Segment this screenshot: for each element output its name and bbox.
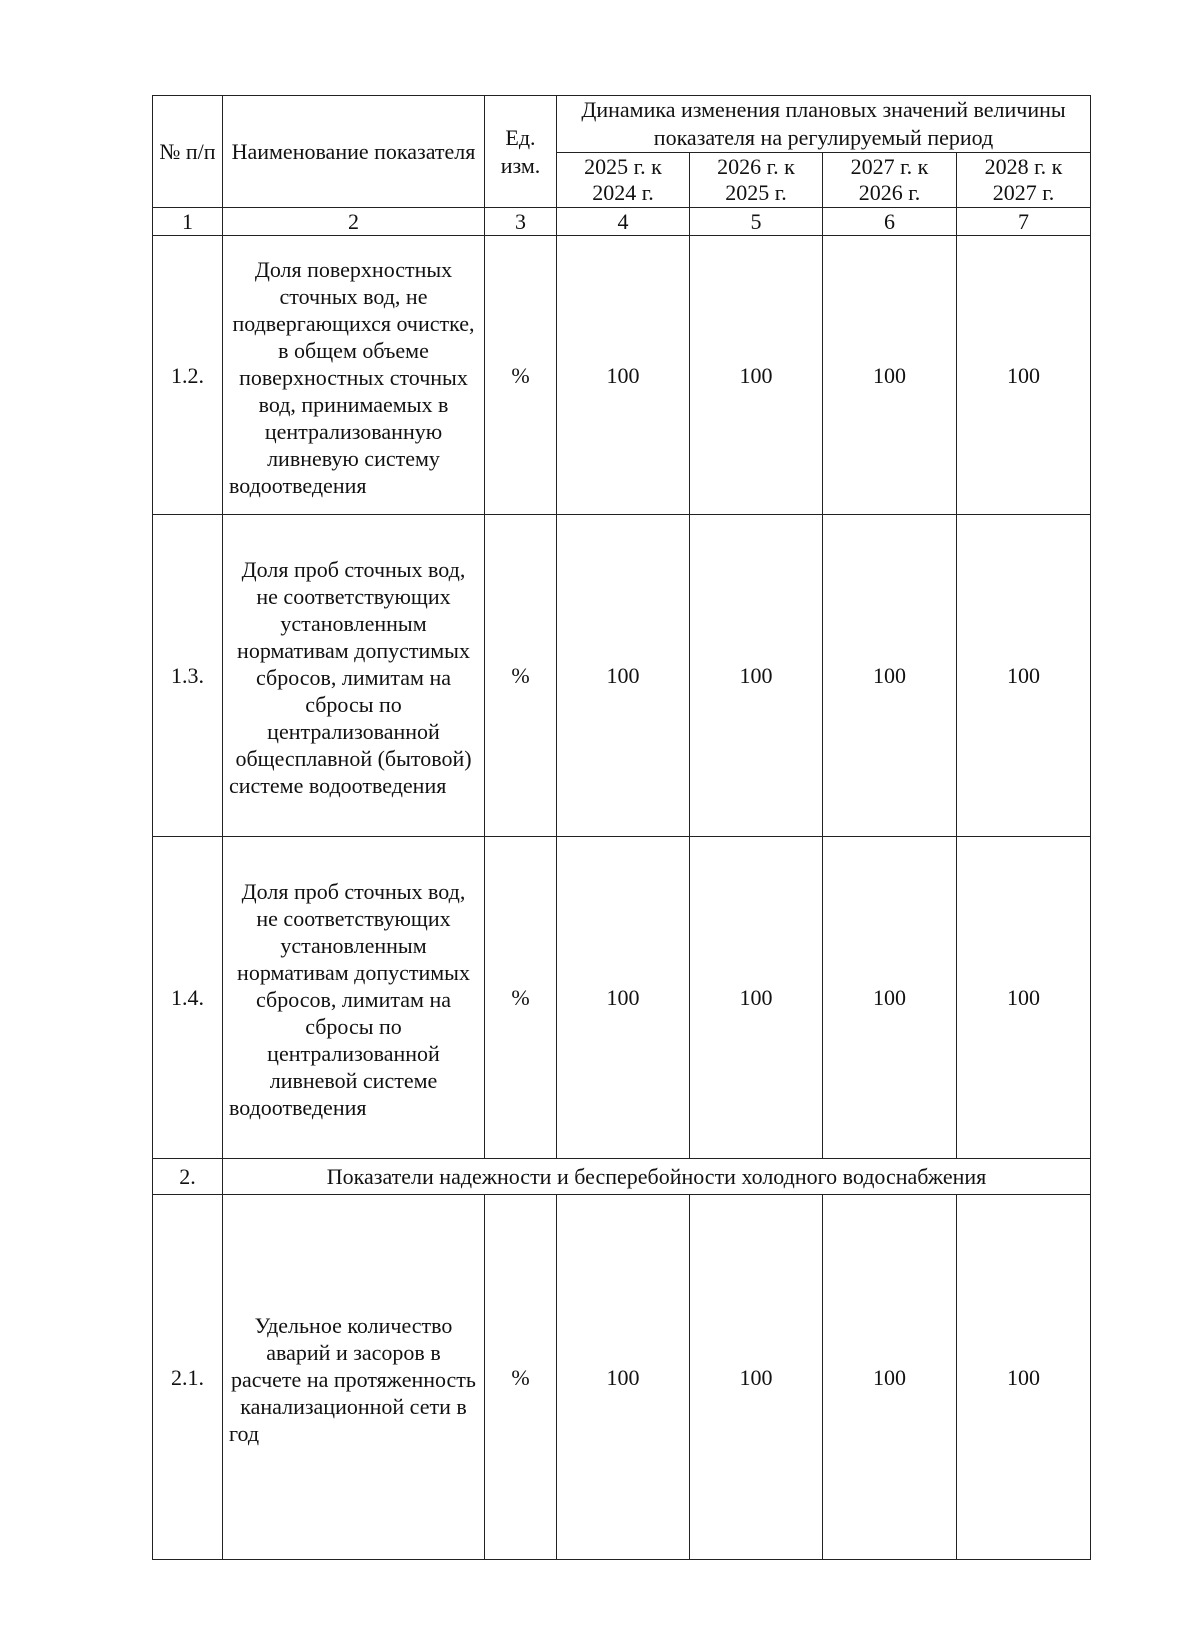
header-row-top: [153, 96, 1091, 153]
row-value: 100: [957, 837, 1091, 1159]
header-period: 2026 г. к 2025 г.: [690, 153, 823, 208]
table-row: [153, 236, 1091, 515]
row-indicator-text: Доля поверхностных сточных вод, не подвергающихся очистке, в общем объеме поверхностных сточных вод, принимаемых в централизованную ливневую систему водоотведения: [229, 256, 475, 498]
row-value: 100: [557, 515, 690, 837]
row-unit: %: [485, 515, 557, 837]
row-indicator-text: Удельное количество аварий и засоров в расчете на протяженность канализационной сети в год: [229, 1312, 476, 1446]
column-number: 5: [690, 208, 823, 236]
row-value: 100: [690, 1195, 823, 1560]
column-numbers-row: [153, 208, 1091, 236]
table-row: [153, 515, 1091, 837]
table-row: [153, 1195, 1091, 1560]
row-unit: %: [485, 1195, 557, 1560]
section-title: Показатели надежности и бесперебойности холодного водоснабжения: [223, 1159, 1091, 1195]
row-number: 1.4.: [153, 837, 223, 1159]
row-value: 100: [557, 236, 690, 515]
row-value: 100: [957, 1195, 1091, 1560]
row-value: 100: [823, 515, 957, 837]
row-unit: %: [485, 236, 557, 515]
row-unit: %: [485, 837, 557, 1159]
row-indicator-name: [223, 837, 485, 1159]
row-number: 1.2.: [153, 236, 223, 515]
indicators-table: [152, 95, 1091, 1560]
row-value: 100: [690, 236, 823, 515]
table-row: [153, 837, 1091, 1159]
header-num: № п/п: [153, 96, 223, 208]
column-number: 7: [957, 208, 1091, 236]
row-indicator-name: [223, 1195, 485, 1560]
row-indicator-text: Доля проб сточных вод, не соответствующих установленным нормативам допустимых сбросов, лимитам на сбросы по централизованной общесплавной (бытовой) системе водоотведения: [229, 557, 472, 798]
column-number: 1: [153, 208, 223, 236]
header-period: 2027 г. к 2026 г.: [823, 153, 957, 208]
header-dynamics: Динамика изменения плановых значений величины показателя на регулируемый период: [557, 96, 1091, 153]
row-value: 100: [957, 515, 1091, 837]
row-value: 100: [690, 837, 823, 1159]
row-indicator-name: [223, 515, 485, 837]
row-number: 2.1.: [153, 1195, 223, 1560]
column-number: 6: [823, 208, 957, 236]
row-indicator-name: [223, 236, 485, 515]
column-number: 2: [223, 208, 485, 236]
section-row: [153, 1159, 1091, 1195]
row-value: 100: [823, 1195, 957, 1560]
header-period: 2028 г. к 2027 г.: [957, 153, 1091, 208]
row-indicator-text: Доля проб сточных вод, не соответствующих установленным нормативам допустимых сбросов, лимитам на сбросы по централизованной ливневой системе водоотведения: [229, 879, 470, 1120]
row-value: 100: [557, 1195, 690, 1560]
column-number: 4: [557, 208, 690, 236]
row-value: 100: [823, 236, 957, 515]
row-number: 1.3.: [153, 515, 223, 837]
row-value: 100: [957, 236, 1091, 515]
section-number: 2.: [153, 1159, 223, 1195]
header-name: Наименование показателя: [223, 96, 485, 208]
row-value: 100: [823, 837, 957, 1159]
row-value: 100: [557, 837, 690, 1159]
header-period: 2025 г. к 2024 г.: [557, 153, 690, 208]
header-unit: Ед. изм.: [485, 96, 557, 208]
column-number: 3: [485, 208, 557, 236]
row-value: 100: [690, 515, 823, 837]
